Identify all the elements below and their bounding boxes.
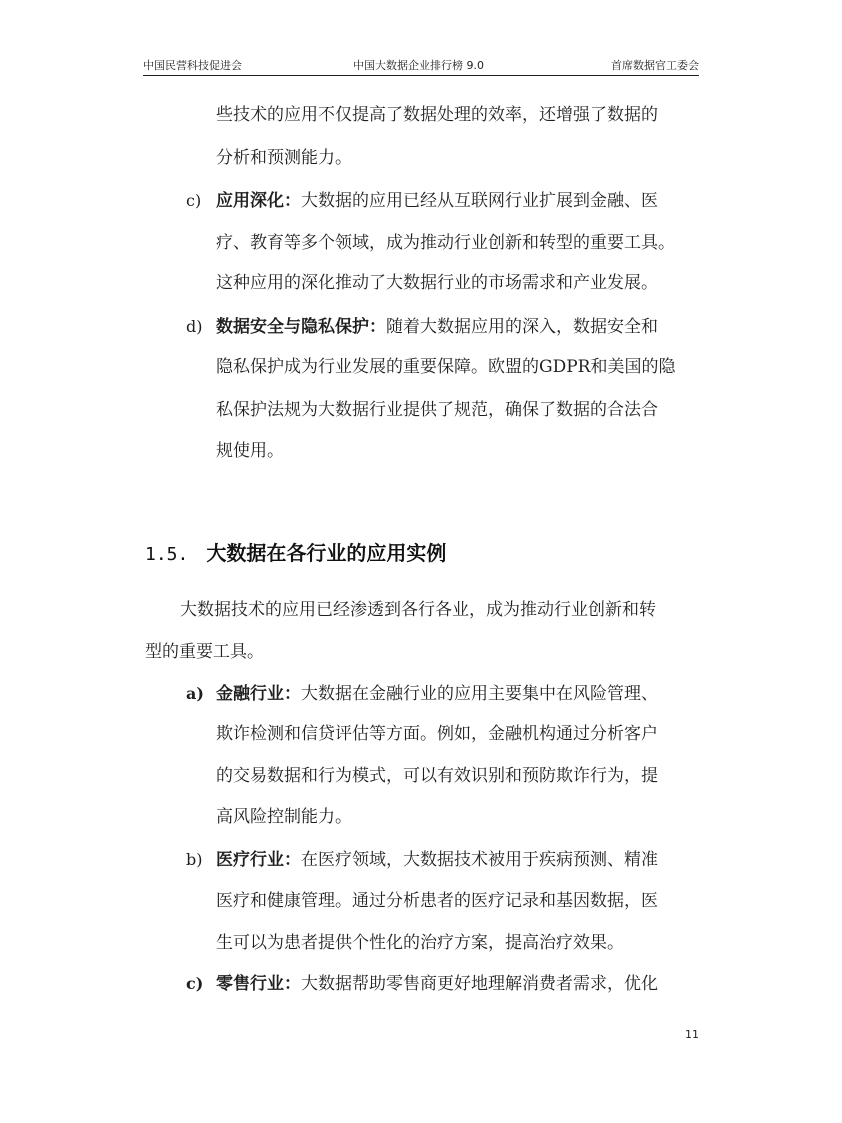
list-item-data-security-line-1 <box>216 316 658 338</box>
list-item-finance-line-3: 的交易数据和行为模式，可以有效识别和预防欺诈行为，提 <box>216 766 658 786</box>
list-marker-d: d) <box>186 317 203 336</box>
section-title: 大数据在各行业的应用实例 <box>206 541 447 565</box>
section-heading <box>145 540 446 568</box>
continuation-line-2: 分析和预测能力。 <box>216 148 352 168</box>
list-item-term: 金融行业： <box>216 684 301 704</box>
list-item-retail-line-1 <box>216 973 658 995</box>
list-item-application-deepening-line-3: 这种应用的深化推动了大数据行业的市场需求和产业发展。 <box>216 273 658 293</box>
list-item-finance-line-2: 欺诈检测和信贷评估等方面。例如，金融机构通过分析客户 <box>216 724 658 744</box>
list-marker-c-retail: c) <box>186 974 204 993</box>
list-item-text: 大数据的应用已经从互联网行业扩展到金融、医 <box>301 191 658 211</box>
list-item-text: 大数据在金融行业的应用主要集中在风险管理、 <box>301 684 658 704</box>
list-item-application-deepening-line-1 <box>216 190 658 212</box>
list-item-finance-line-1 <box>216 683 658 705</box>
list-item-text: 在医疗领域，大数据技术被用于疾病预测、精准 <box>301 850 658 870</box>
list-marker-a: a) <box>186 684 204 703</box>
list-item-term: 零售行业： <box>216 974 301 994</box>
list-item-data-security-line-2: 隐私保护成为行业发展的重要保障。欧盟的GDPR和美国的隐 <box>216 357 676 377</box>
list-item-text: 随着大数据应用的深入，数据安全和 <box>386 317 658 337</box>
continuation-line-1: 些技术的应用不仅提高了数据处理的效率，还增强了数据的 <box>216 105 658 125</box>
list-item-data-security-line-4: 规使用。 <box>216 441 284 461</box>
list-marker-b: b) <box>186 850 203 869</box>
list-item-healthcare-line-1 <box>216 849 658 871</box>
list-item-application-deepening-line-2: 疗、教育等多个领域，成为推动行业创新和转型的重要工具。 <box>216 233 675 253</box>
list-item-term: 应用深化： <box>216 191 301 211</box>
intro-line-1: 大数据技术的应用已经渗透到各行各业，成为推动行业创新和转 <box>180 600 656 620</box>
intro-line-2: 型的重要工具。 <box>145 642 264 662</box>
list-item-term: 医疗行业： <box>216 850 301 870</box>
page-header <box>143 55 699 76</box>
list-item-data-security-line-3: 私保护法规为大数据行业提供了规范，确保了数据的合法合 <box>216 400 658 420</box>
header-committee: 首席数据官工委会 <box>611 59 699 72</box>
list-item-term: 数据安全与隐私保护： <box>216 317 386 337</box>
section-number: 1.5. <box>145 544 189 565</box>
list-item-healthcare-line-2: 医疗和健康管理。通过分析患者的医疗记录和基因数据，医 <box>216 891 658 911</box>
header-organization: 中国民营科技促进会 <box>143 59 242 72</box>
list-marker-c: c) <box>186 191 202 210</box>
list-item-text: 大数据帮助零售商更好地理解消费者需求，优化 <box>301 974 658 994</box>
page-number: 11 <box>685 1028 699 1041</box>
list-item-healthcare-line-3: 生可以为患者提供个性化的治疗方案，提高治疗效果。 <box>216 933 624 953</box>
header-report-title: 中国大数据企业排行榜 9.0 <box>353 59 484 72</box>
list-item-finance-line-4: 高风险控制能力。 <box>216 807 352 827</box>
